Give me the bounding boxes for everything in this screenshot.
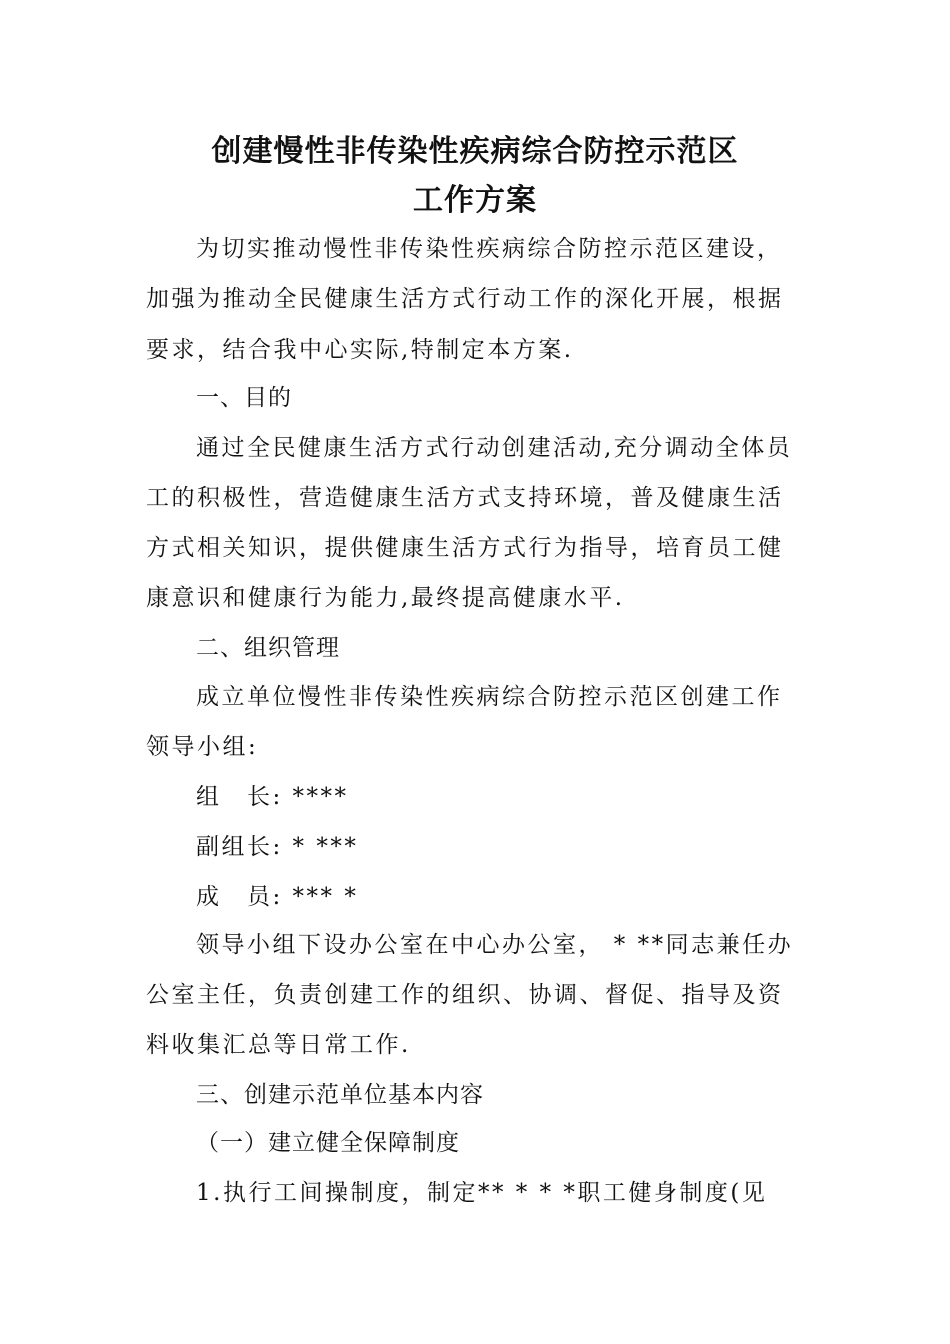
role-members: 成 员: *** * bbox=[196, 884, 359, 910]
section-2-line-2: 领导小组: bbox=[146, 734, 259, 760]
role-deputy-leader: 副组长: * *** bbox=[196, 834, 359, 860]
section-3-heading: 三、创建示范单位基本内容 bbox=[196, 1082, 484, 1108]
section-1-heading: 一、目的 bbox=[196, 385, 292, 411]
section-3-subheading: （一）建立健全保障制度 bbox=[196, 1130, 460, 1156]
intro-line-2: 加强为推动全民健康生活方式行动工作的深化开展，根据 bbox=[146, 286, 784, 312]
office-line-1: 领导小组下设办公室在中心办公室， * **同志兼任办 bbox=[196, 932, 794, 958]
intro-line-1: 为切实推动慢性非传染性疾病综合防控示范区建设， bbox=[196, 236, 783, 262]
office-line-2: 公室主任，负责创建工作的组织、协调、督促、指导及资 bbox=[146, 982, 784, 1008]
role-leader: 组 长: **** bbox=[196, 784, 349, 810]
section-1-line-4: 康意识和健康行为能力,最终提高健康水平. bbox=[146, 585, 625, 611]
section-2-line-1: 成立单位慢性非传染性疾病综合防控示范区创建工作 bbox=[196, 684, 783, 710]
section-1-line-2: 工的积极性，营造健康生活方式支持环境，普及健康生活 bbox=[146, 485, 784, 511]
office-line-3: 料收集汇总等日常工作. bbox=[146, 1032, 411, 1058]
document-title-line-2: 工作方案 bbox=[413, 183, 537, 218]
intro-line-3: 要求，结合我中心实际,特制定本方案. bbox=[146, 337, 574, 363]
section-2-heading: 二、组织管理 bbox=[196, 635, 340, 661]
document-title-line-1: 创建慢性非传染性疾病综合防控示范区 bbox=[211, 134, 739, 169]
section-1-line-3: 方式相关知识，提供健康生活方式行为指导，培育员工健 bbox=[146, 535, 784, 561]
section-3-line-1: 1.执行工间操制度，制定** * * *职工健身制度(见 bbox=[196, 1180, 768, 1206]
section-1-line-1: 通过全民健康生活方式行动创建活动,充分调动全体员 bbox=[196, 435, 793, 461]
